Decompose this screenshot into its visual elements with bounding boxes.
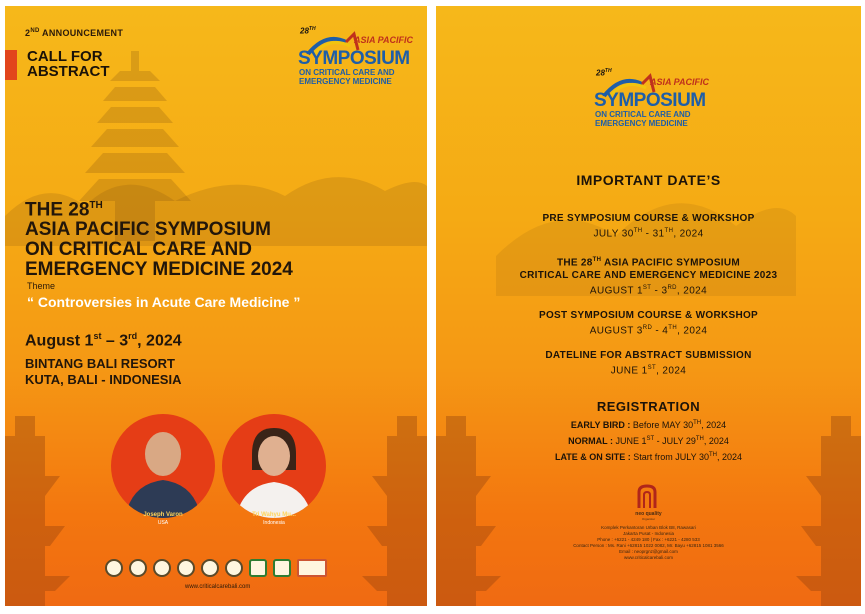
- event-post-symposium: POST SYMPOSIUM COURSE & WORKSHOP AUGUST 3RD - 4TH, 2024: [538, 310, 759, 337]
- sponsor-logo: [201, 559, 219, 577]
- sponsor-logo: [129, 559, 147, 577]
- sponsor-logo: [105, 559, 123, 577]
- event-venue: BINTANG BALI RESORT KUTA, BALI - INDONESIA: [25, 356, 182, 387]
- sponsor-logo: [297, 559, 327, 577]
- registration-list: [436, 416, 861, 464]
- registration-heading: REGISTRATION: [596, 399, 701, 414]
- speaker-country: USA: [157, 520, 169, 526]
- speaker-photo: [222, 414, 326, 518]
- speaker-name: Joseph Varon: [143, 512, 183, 518]
- symposium-logo: [594, 68, 724, 138]
- organizer-logo-icon: [636, 484, 658, 510]
- theme-text: “ Controversies in Acute Care Medicine ”: [27, 294, 301, 310]
- logo-edition: 28TH: [596, 68, 612, 78]
- important-dates-heading: IMPORTANT DATE’S: [576, 172, 721, 188]
- announcement-label: 2ND ANNOUNCEMENT: [25, 28, 124, 38]
- sponsor-logo: [273, 559, 291, 577]
- symposium-title: THE 28TH ASIA PACIFIC SYMPOSIUM ON CRITICAL CARE AND EMERGENCY MEDICINE 2024: [25, 199, 293, 281]
- sponsor-logo: [225, 559, 243, 577]
- logo-asia-pacific: ASIA PACIFIC: [650, 77, 710, 87]
- theme-label: Theme: [27, 281, 56, 291]
- event-abstract-deadline: DATELINE FOR ABSTRACT SUBMISSION JUNE 1ST, 2024: [545, 350, 752, 377]
- logo-asia-pacific: ASIA PACIFIC: [354, 35, 414, 45]
- event-pre-symposium: PRE SYMPOSIUM COURSE & WORKSHOP JULY 30TH - 31TH, 2024: [542, 213, 755, 240]
- person-silhouette-icon: [222, 414, 326, 518]
- speaker-photo: [111, 414, 215, 518]
- speaker-country: Indonesia: [263, 520, 285, 526]
- website-link[interactable]: www.criticalcarebali.com: [185, 584, 251, 590]
- person-silhouette-icon: [111, 414, 215, 518]
- contact-info: Komplek Perkantoran Urban Blok B8, Rawasari Jakarta Pusat - Indonesia Phone : +6221 - 4249 180 | Fax : +6221 - 4280 533 Contact Person : Ms. Rani +62815 1022 0082, Mr. Bayu +62815 1081 3566 Email : neoprgnz@gmail.com www.criticalcarebali.com: [573, 525, 724, 560]
- call-for-abstract-heading: CALL FOR ABSTRACT: [27, 48, 110, 80]
- sponsor-logo: [249, 559, 267, 577]
- accent-bar: [5, 50, 17, 80]
- left-poster-page: [5, 6, 427, 606]
- event-main-symposium: THE 28TH ASIA PACIFIC SYMPOSIUM CRITICAL CARE AND EMERGENCY MEDICINE 2023 AUGUST 1ST - 3RD, 2024: [519, 257, 778, 297]
- logo-edition: 28TH: [300, 26, 316, 36]
- organizer-name: neo quality: [635, 511, 662, 517]
- sponsor-logo: [153, 559, 171, 577]
- logo-symposium: SYMPOSIUM: [298, 48, 410, 69]
- logo-subtitle: ON CRITICAL CARE AND EMERGENCY MEDICINE: [595, 110, 691, 128]
- registration-late: LATE & ON SITE : Start from JULY 30TH, 2024: [554, 452, 743, 462]
- symposium-logo: [298, 26, 427, 96]
- organizer-subtitle: Organizer: [641, 517, 656, 521]
- bali-gate-left-ornament: [5, 416, 75, 606]
- speaker-name: Tri Wahyu Mu...: [252, 512, 296, 518]
- sponsor-logos: [105, 556, 405, 580]
- logo-symposium: SYMPOSIUM: [594, 90, 706, 111]
- registration-early-bird: EARLY BIRD : Before MAY 30TH, 2024: [570, 420, 727, 430]
- registration-normal: NORMAL : JUNE 1ST - JULY 29TH, 2024: [568, 436, 729, 446]
- event-dates: August 1st – 3rd, 2024: [25, 331, 182, 350]
- right-poster-page: [436, 6, 861, 606]
- sponsor-logo: [177, 559, 195, 577]
- logo-subtitle: ON CRITICAL CARE AND EMERGENCY MEDICINE: [299, 68, 395, 86]
